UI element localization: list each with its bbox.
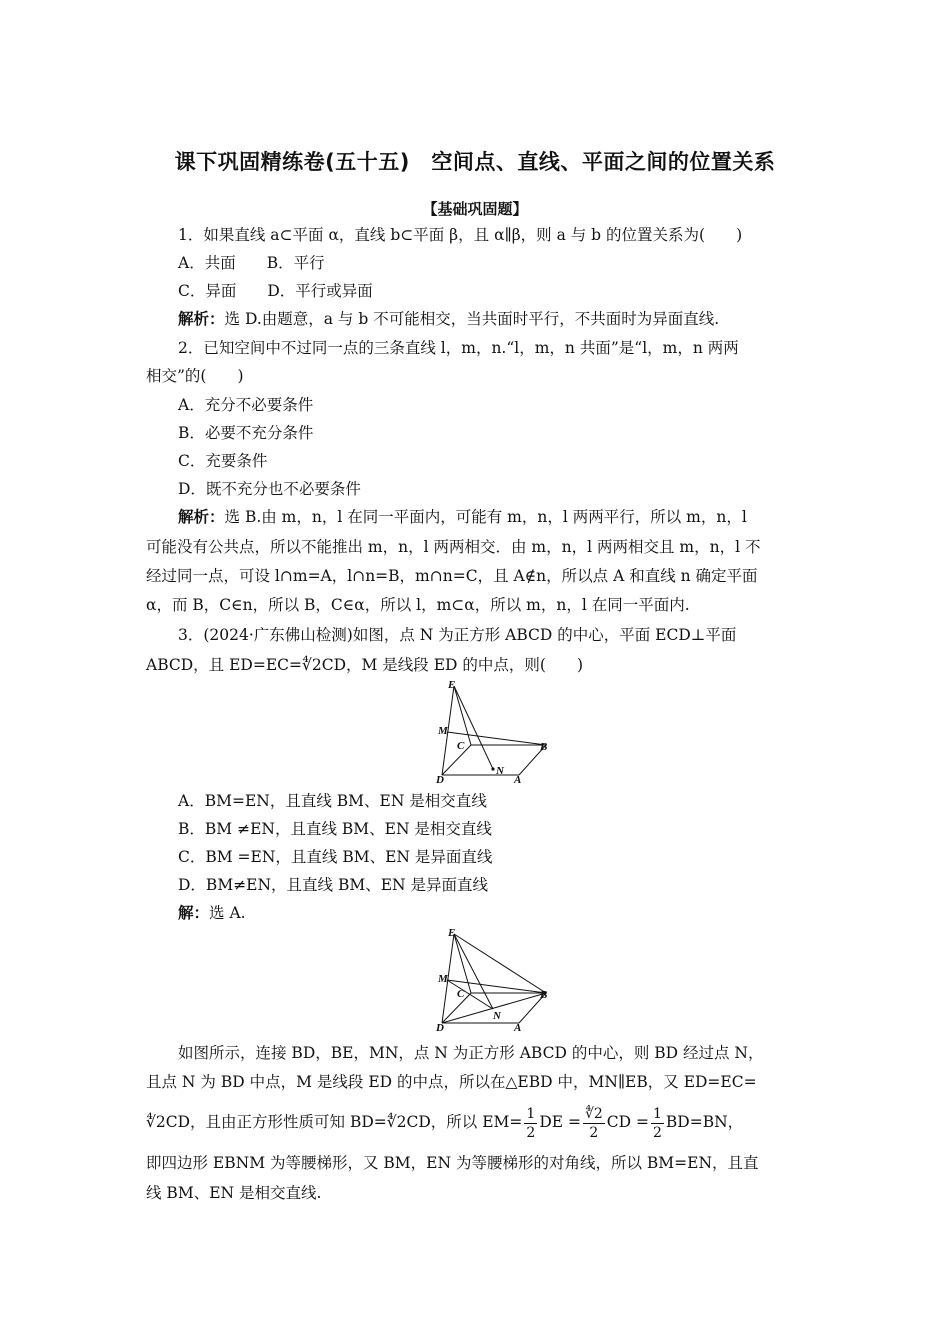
label-c: C [457,740,465,752]
q3-option-a: A．BM=EN，且直线 BM、EN 是相交直线 [178,792,487,810]
q2-option-b: B．必要不充分条件 [178,424,314,442]
section-heading: 【基础巩固题】 [422,200,528,218]
label-a: A [514,774,522,786]
q1-stem: 1．如果直线 a⊂平面 α，直线 b⊂平面 β，且 α∥β，则 a 与 b 的位置关系为( ) [178,226,743,244]
q2-solution-line2: 可能没有公共点，所以不能推出 m，n，l 两两相交．由 m，n，l 两两相交且 m，n，l 不 [146,538,761,556]
label-b: B [540,989,548,1001]
q3-option-d: D．BM≠EN，且直线 BM、EN 是异面直线 [178,876,489,894]
label-a: A [514,1022,522,1034]
q3-solution-text: 选 A. [209,904,246,922]
figure-pyramid-2 [428,926,558,1034]
q3-solution-label: 解： [178,904,210,922]
label-m: M [438,725,448,737]
q3-explanation-line5: 线 BM、EN 是相交直线. [146,1184,322,1202]
fraction-denominator: 2 [589,1124,599,1141]
q2-stem-line2: 相交”的( ) [146,367,244,385]
q2-option-a: A．充分不必要条件 [178,396,314,414]
q1-solution [178,309,838,329]
q1-solution-label: 解析： [178,310,225,328]
page-title: 课下巩固精练卷(五十五) 空间点、直线、平面之间的位置关系 [174,150,776,174]
q2-solution-line1 [178,507,838,527]
q3-option-b: B．BM ≠EN，且直线 BM、EN 是相交直线 [178,820,492,838]
q1-solution-text: 选 D.由题意，a 与 b 不可能相交，当共面时平行，不共面时为异面直线. [224,310,720,328]
q3-explanation-line1: 如图所示，连接 BD，BE，MN，点 N 为正方形 ABCD 的中心，则 BD 经过点 N， [178,1044,764,1062]
label-n: N [496,765,504,777]
q3-stem-line2: ABCD，且 ED=EC=∜2CD，M 是线段 ED 的中点，则( ) [146,656,583,674]
point-n-dot [491,767,494,770]
label-e: E [448,927,456,939]
fraction-numerator: 1 [526,1105,536,1122]
label-b: B [540,741,548,753]
label-d: D [436,774,444,786]
figure-pyramid-1 [428,678,558,786]
q2-solution-line4: α，而 B，C∈n，所以 B，C∈α，所以 l，m⊂α，所以 m，n，l 在同一平面内. [146,596,690,614]
q3-explanation-line4: 即四边形 EBNM 为等腰梯形，又 BM，EN 为等腰梯形的对角线，所以 BM=EN，且直 [146,1154,759,1172]
label-n: N [493,1010,501,1022]
fraction-denominator: 2 [526,1124,536,1141]
q2-option-d: D．既不充分也不必要条件 [178,480,361,498]
q3-solution [178,903,838,923]
explanation-text-c: CD = [606,1113,649,1131]
q3-explanation-line2: 且点 N 为 BD 中点，M 是线段 ED 的中点，所以在△EBD 中，MN∥EB，又 ED=EC= [146,1073,757,1091]
label-m: M [438,973,448,985]
fraction-one-half-2 [651,1105,664,1142]
explanation-text-a: ∜2CD，且由正方形性质可知 BD=∜2CD，所以 EM= [146,1113,523,1131]
q3-option-c: C．BM =EN，且直线 BM、EN 是异面直线 [178,848,493,866]
q3-stem-line1: 3．(2024·广东佛山检测)如图，点 N 为正方形 ABCD 的中心，平面 ECD⊥平面 [178,626,737,644]
fraction-denominator: 2 [653,1124,662,1141]
q2-solution-line3: 经过同一点，可设 l∩m=A，l∩n=B，m∩n=C，且 A∉n，所以点 A 和直线 n 确定平面 [146,567,758,585]
label-d: D [436,1022,444,1034]
label-c: C [457,988,465,1000]
fraction-one-half-1 [524,1105,537,1142]
q2-stem-line1: 2．已知空间中不过同一点的三条直线 l，m，n.“l，m，n 共面”是“l，m，n 两两 [178,339,739,357]
q2-solution-text1: 选 B.由 m，n，l 在同一平面内，可能有 m，n，l 两两平行，所以 m，n，l [224,508,747,526]
fraction-numerator: 1 [653,1105,662,1122]
label-e: E [448,679,456,691]
fraction-root2-half [583,1105,605,1142]
q3-explanation-line3 [146,1104,806,1144]
q2-option-c: C．充要条件 [178,452,268,470]
explanation-text-b: DE = [539,1113,581,1131]
q1-options-ab: A．共面 B．平行 [178,254,325,272]
fraction-numerator: ∜2 [584,1105,603,1122]
explanation-text-d: BD=BN， [665,1113,744,1131]
q2-solution-label: 解析： [178,508,225,526]
q1-options-cd: C．异面 D．平行或异面 [178,282,373,300]
